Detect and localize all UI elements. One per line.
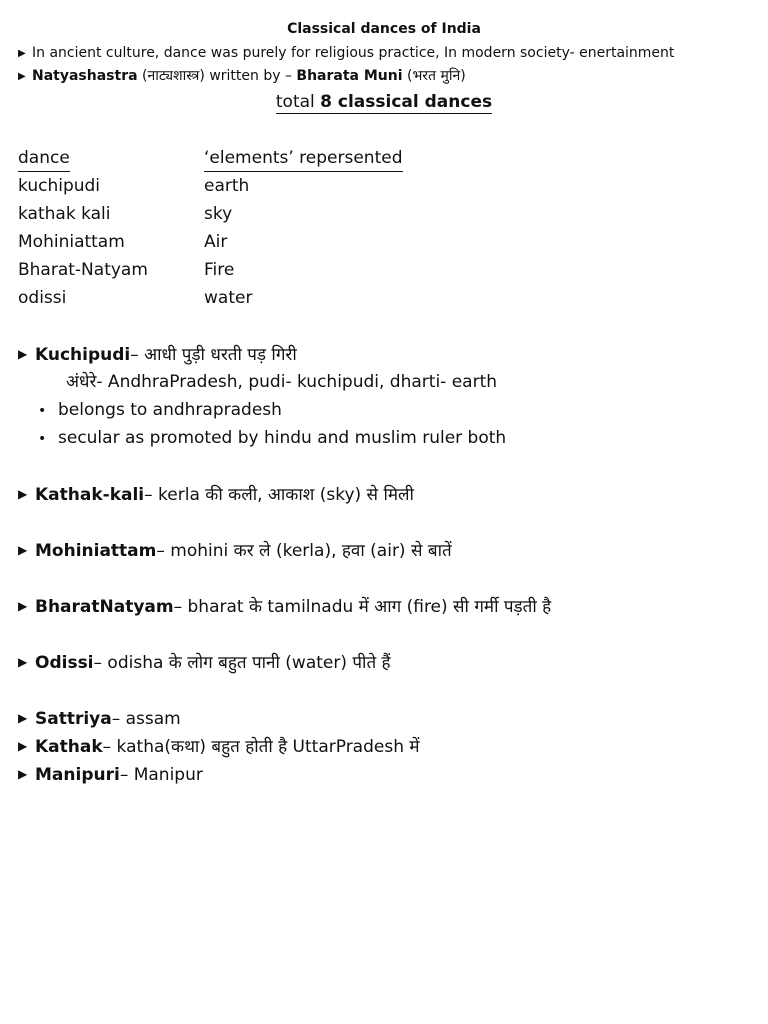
note-name: Odissi <box>35 653 94 673</box>
note-kuchipudi-mnemonic: अंधेरे- AndhraPradesh, pudi- kuchipudi, dharti- earth <box>66 372 498 392</box>
note-sattriya <box>18 706 181 731</box>
header-elements: ‘elements’ repersented <box>204 146 403 172</box>
triangle-bullet-icon: ▶ <box>18 347 28 361</box>
dance-cell: Mohiniattam <box>18 232 125 252</box>
natyashastra-label: Natyashastra <box>32 68 138 84</box>
intro-line-natyashastra <box>18 66 466 87</box>
dot-bullet-icon: • <box>38 403 47 419</box>
triangle-bullet-icon: ▶ <box>18 767 28 781</box>
note-text: – assam <box>111 709 181 729</box>
note-text: – kerla की कली, आकाश (sky) से मिली <box>144 485 414 505</box>
note-kathak <box>18 734 420 759</box>
note-name: Mohiniattam <box>35 541 157 561</box>
triangle-bullet-icon: ▶ <box>18 739 28 753</box>
element-cell: Air <box>204 232 228 252</box>
list-item <box>38 398 282 423</box>
note-text: – katha(कथा) बहुत होती है UttarPradesh में <box>102 737 420 757</box>
page-title: Classical dances of India <box>287 21 481 37</box>
note-text: – Manipur <box>119 765 203 785</box>
note-name: Kathak-kali <box>35 485 145 505</box>
element-cell: Fire <box>204 260 235 280</box>
subtitle <box>0 90 768 114</box>
note-text: – odisha के लोग बहुत पानी (water) पीते हैं <box>93 653 391 673</box>
note-name: Manipuri <box>35 765 120 785</box>
intro-text: In ancient culture, dance was purely for religious practice, In modern society- enertainment <box>32 45 675 61</box>
dance-cell: kathak kali <box>18 204 111 224</box>
subtitle-underlined <box>276 92 492 114</box>
note-text: – bharat के tamilnadu में आग (fire) सी गर्मी पड़ती है <box>173 597 552 617</box>
element-cell: earth <box>204 176 250 196</box>
header-dance: dance <box>18 146 70 172</box>
subtitle-prefix: total <box>275 92 321 112</box>
note-kuchipudi <box>18 342 297 367</box>
note-odissi <box>18 650 391 675</box>
subtitle-bold: 8 classical dances <box>320 92 493 112</box>
triangle-bullet-icon: ▶ <box>18 599 28 613</box>
triangle-bullet-icon: ▶ <box>18 711 28 725</box>
intro-line-culture <box>18 43 674 64</box>
note-bharatnatyam <box>18 594 551 619</box>
note-text: – आधी पुड़ी धरती पड़ गिरी <box>130 345 297 365</box>
dance-cell: Bharat-Natyam <box>18 260 148 280</box>
triangle-bullet-icon: ▶ <box>18 655 28 669</box>
triangle-bullet-icon: ▶ <box>18 487 28 501</box>
note-name: Kathak <box>35 737 103 757</box>
note-name: Sattriya <box>35 709 112 729</box>
element-cell: sky <box>204 204 233 224</box>
list-item-text: belongs to andhrapradesh <box>58 400 282 420</box>
natyashastra-text: (नाट्यशास्त्र) written by – <box>137 68 297 84</box>
bharata-muni-text: (भरत मुनि) <box>402 68 466 84</box>
triangle-bullet-icon: ▶ <box>18 48 26 59</box>
note-name: BharatNatyam <box>35 597 174 617</box>
dot-bullet-icon: • <box>38 431 47 447</box>
dance-cell: kuchipudi <box>18 176 101 196</box>
triangle-bullet-icon: ▶ <box>18 543 28 557</box>
note-text: – mohini कर ले (kerla), हवा (air) से बातें <box>156 541 452 561</box>
note-manipuri <box>18 762 203 787</box>
note-kathakkali <box>18 482 414 507</box>
list-item-text: secular as promoted by hindu and muslim ruler both <box>58 428 507 448</box>
note-mohiniattam <box>18 538 452 563</box>
triangle-bullet-icon: ▶ <box>18 71 26 82</box>
bharata-muni-label: Bharata Muni <box>296 68 403 84</box>
list-item <box>38 426 506 451</box>
element-cell: water <box>204 288 253 308</box>
dance-cell: odissi <box>18 288 67 308</box>
note-name: Kuchipudi <box>35 345 131 365</box>
